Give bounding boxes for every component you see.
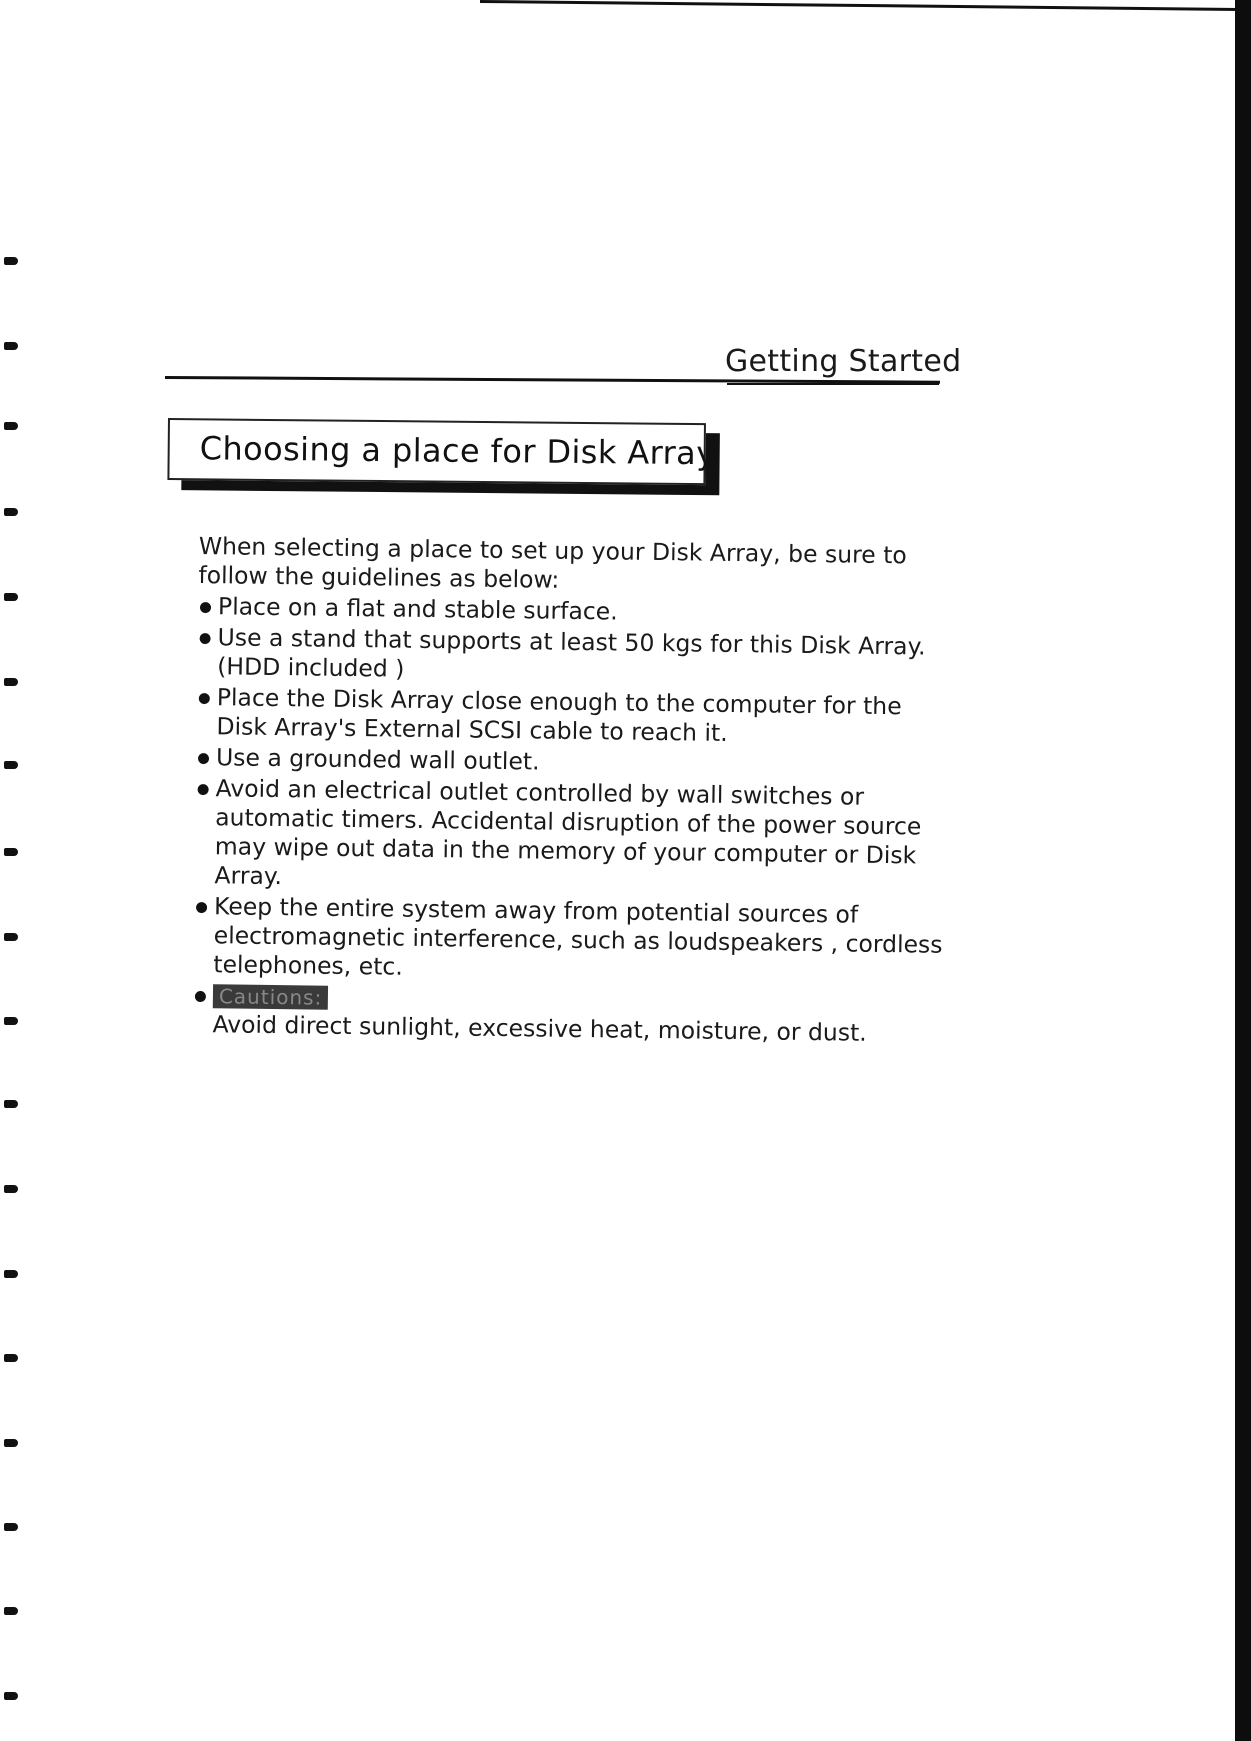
list-item bbox=[197, 623, 958, 691]
bullet-icon bbox=[200, 633, 211, 644]
bullet-icon bbox=[198, 753, 209, 764]
list-item-cautions bbox=[192, 981, 953, 1049]
scan-right-edge bbox=[1235, 0, 1251, 1741]
list-item-text: Avoid an electrical outlet controlled by wall switches or automatic timers. Accidental disruption of the power source may wipe out data in the memory of your computer or Disk Array. bbox=[214, 774, 922, 891]
punch-mark bbox=[4, 1692, 18, 1700]
guidelines-content bbox=[192, 532, 959, 1051]
section-name: Getting Started bbox=[725, 344, 962, 379]
list-item bbox=[193, 892, 954, 989]
punch-mark bbox=[4, 342, 18, 350]
list-item-text: Keep the entire system away from potential sources of electromagnetic interference, such as loudspeakers , cordless telephones, etc. bbox=[213, 892, 943, 981]
punch-mark bbox=[4, 1607, 18, 1615]
list-item-text: Use a grounded wall outlet. bbox=[215, 743, 540, 776]
punch-mark bbox=[4, 1185, 18, 1193]
bullet-icon bbox=[199, 693, 210, 704]
title-box bbox=[167, 418, 716, 485]
scan-top-edge bbox=[480, 0, 1251, 11]
punch-mark bbox=[4, 933, 18, 941]
bullet-icon bbox=[195, 991, 206, 1002]
section-name-underline bbox=[727, 383, 939, 385]
guidelines-list bbox=[192, 592, 958, 1049]
bullet-icon bbox=[200, 602, 211, 613]
list-item-text: Use a stand that supports at least 50 kgs for this Disk Array. (HDD included ) bbox=[217, 623, 926, 683]
punch-mark bbox=[4, 761, 18, 769]
list-item-text: Place the Disk Array close enough to the computer for the Disk Array's External SCSI cable to reach it. bbox=[216, 683, 902, 747]
cautions-label: Cautions: bbox=[213, 984, 329, 1010]
punch-mark bbox=[4, 508, 18, 516]
punch-mark bbox=[4, 1270, 18, 1278]
punch-mark bbox=[4, 422, 18, 430]
punch-mark bbox=[4, 1439, 18, 1447]
punch-mark bbox=[4, 1100, 18, 1108]
punch-mark bbox=[4, 678, 18, 686]
bullet-icon bbox=[196, 902, 207, 913]
cautions-text: Avoid direct sunlight, excessive heat, moisture, or dust. bbox=[212, 1010, 867, 1047]
list-item bbox=[194, 774, 955, 900]
punch-mark bbox=[4, 1354, 18, 1362]
punch-mark bbox=[4, 1017, 18, 1025]
bullet-icon bbox=[198, 784, 209, 795]
punch-mark bbox=[4, 257, 18, 265]
page-title: Choosing a place for Disk Array bbox=[199, 429, 716, 473]
punch-mark bbox=[4, 1523, 18, 1531]
punch-mark bbox=[4, 593, 18, 601]
intro-paragraph: When selecting a place to set up your Disk Array, be sure to follow the guidelines as below: bbox=[198, 532, 907, 594]
list-item bbox=[196, 683, 957, 751]
punch-mark bbox=[4, 848, 18, 856]
binding-punch-marks bbox=[0, 0, 20, 1741]
list-item-text: Place on a flat and stable surface. bbox=[217, 592, 618, 626]
